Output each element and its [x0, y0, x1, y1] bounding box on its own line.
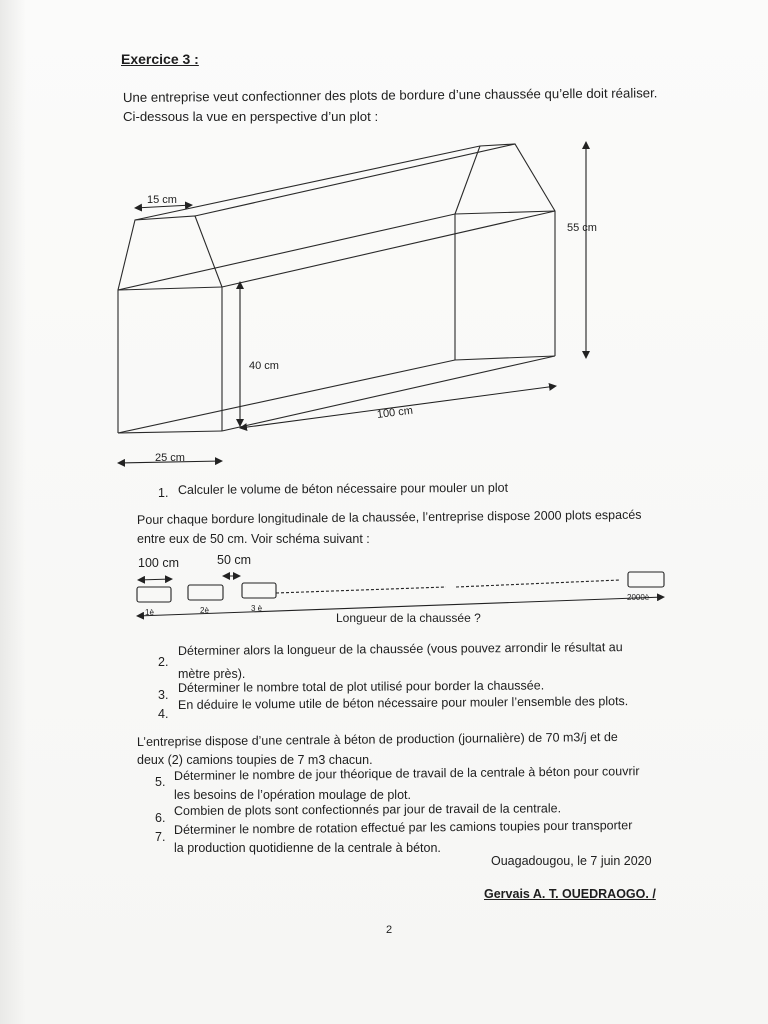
schema-dashed-line-1: [276, 587, 446, 593]
exercise-title: Exercice 3 :: [121, 51, 199, 67]
schema-plot-2000-label: 2000è: [627, 593, 650, 602]
question-2-line-2: mètre près).: [178, 667, 246, 681]
question-4-number: 4.: [158, 707, 169, 721]
para2-line-2: entre eux de 50 cm. Voir schéma suivant :: [137, 532, 370, 546]
question-3-number: 3.: [158, 688, 169, 702]
dim-top-label: 15 cm: [147, 194, 177, 206]
schema-gap-label: 50 cm: [217, 553, 252, 567]
question-3: Déterminer le nombre total de plot utilisé pour border la chaussée.: [177, 678, 545, 695]
intro-line-1: Une entreprise veut confectionner des plots de bordure d’une chaussée qu’elle doit réaliser.: [122, 85, 658, 105]
page-number: 2: [386, 924, 393, 936]
para3-line-2: deux (2) camions toupies de 7 m3 chacun.: [137, 753, 373, 767]
para2-line-1: Pour chaque bordure longitudinale de la chaussée, l’entreprise dispose 2000 plots espacés: [136, 507, 642, 527]
question-1: Calculer le volume de béton nécessaire pour mouler un plot: [177, 480, 509, 497]
schema-length-label: Longueur de la chaussée ?: [336, 611, 481, 625]
schema-plot-2-label: 2è: [200, 606, 209, 615]
question-7-line-2: la production quotidienne de la centrale à béton.: [174, 841, 441, 855]
question-2-line-1: Déterminer alors la longueur de la chaussée (vous pouvez arrondir le résultat au: [177, 640, 623, 658]
question-4: En déduire le volume utile de béton nécessaire pour mouler l’ensemble des plots.: [177, 694, 629, 712]
question-5-line-1: Déterminer le nombre de jour théorique de travail de la centrale à béton pour couvrir: [173, 764, 640, 783]
dim-height-total-label: 55 cm: [567, 222, 597, 234]
signature: Gervais A. T. OUEDRAOGO. /: [484, 887, 656, 901]
question-7-line-1: Déterminer le nombre de rotation effectué par les camions toupies pour transporter: [173, 818, 633, 837]
dim-width-label: 25 cm: [155, 452, 185, 464]
place-date: Ouagadougou, le 7 juin 2020: [491, 854, 652, 868]
question-5-number: 5.: [155, 775, 166, 789]
dim-height-side-label: 40 cm: [249, 360, 279, 372]
schema-plot-3: [242, 583, 276, 598]
dim-length-label: 100 cm: [376, 404, 414, 421]
para3-line-1: L’entreprise dispose d’une centrale à béton de production (journalière) de 70 m3/j et de: [136, 729, 618, 749]
question-2-number: 2.: [158, 655, 169, 669]
schema-plot-1-label: 1è: [145, 608, 154, 617]
question-7-number: 7.: [155, 830, 166, 844]
schema-dashed-line-2: [456, 580, 620, 587]
question-6: Combien de plots sont confectionnés par jour de travail de la centrale.: [173, 801, 562, 818]
intro-line-2: Ci-dessous la vue en perspective d’un plot :: [123, 109, 379, 124]
schema-plot-width-label: 100 cm: [138, 556, 179, 570]
schema-plot-width-arrow: [138, 579, 172, 580]
schema-plot-2000: [628, 572, 664, 587]
question-6-number: 6.: [155, 811, 166, 825]
question-1-number: 1.: [158, 486, 169, 500]
schema-plot-3-label: 3 è: [251, 604, 263, 613]
schema-plot-1: [137, 587, 171, 602]
schema-plot-2: [188, 585, 223, 600]
question-5-line-2: les besoins de l’opération moulage de plot.: [174, 788, 411, 802]
